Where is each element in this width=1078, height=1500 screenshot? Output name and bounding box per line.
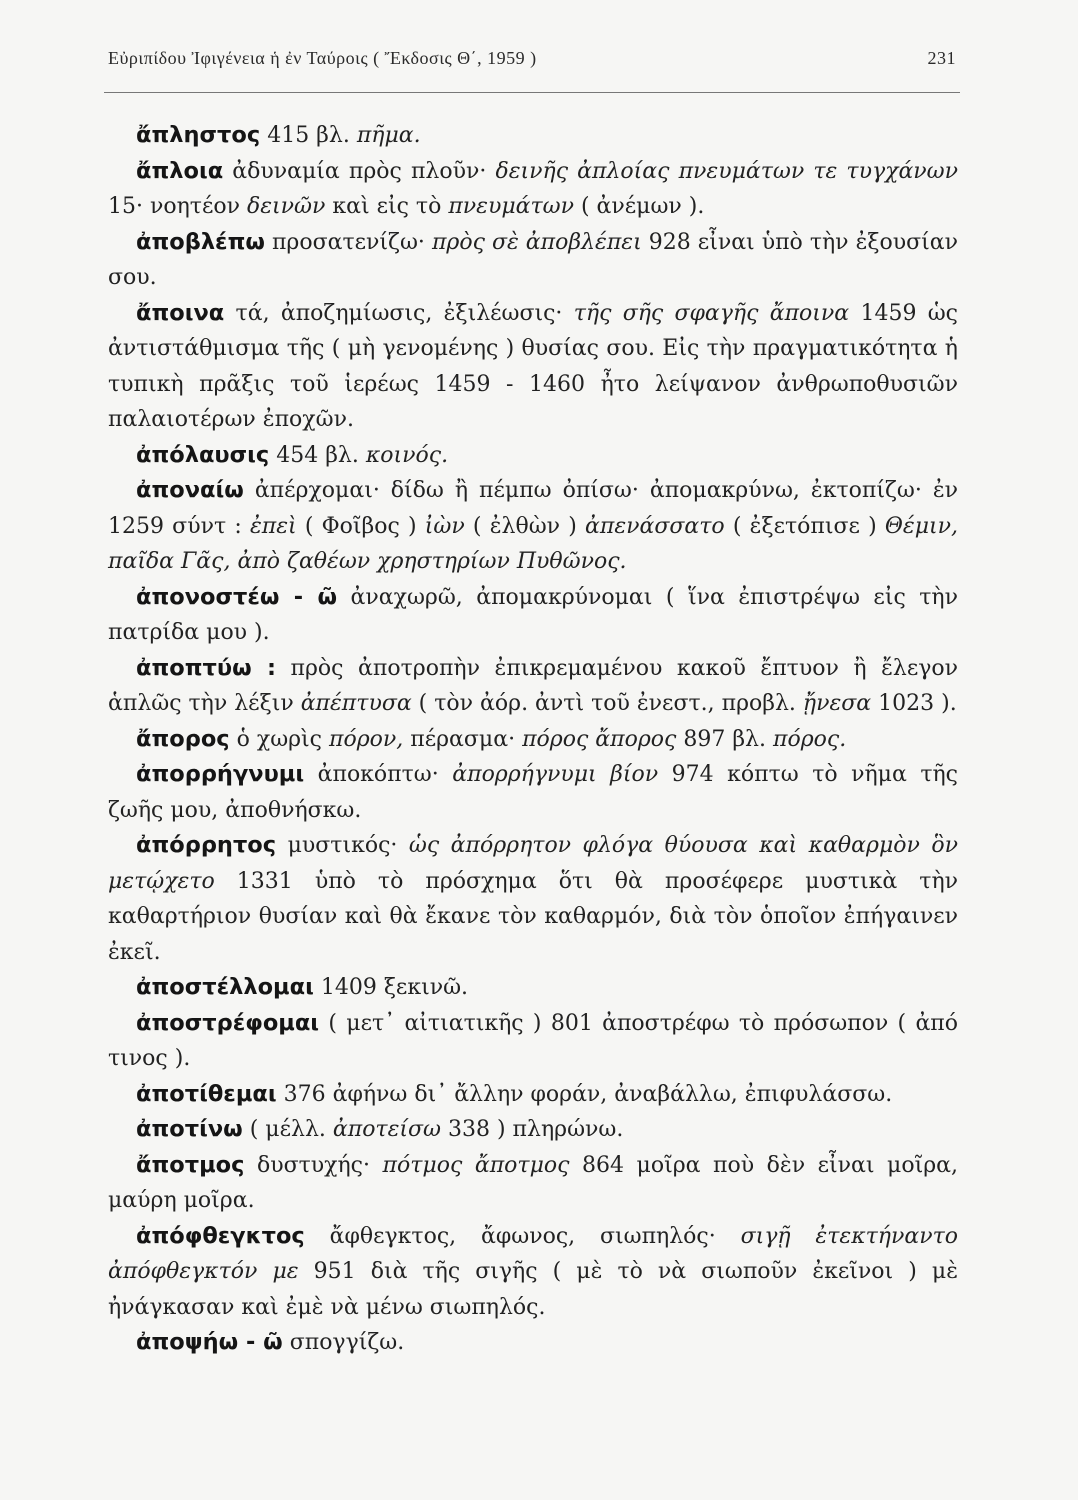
glossary-entry bbox=[108, 1325, 958, 1361]
entry-definition: 15· νοητέον bbox=[108, 194, 247, 219]
glossary-entry bbox=[108, 1112, 958, 1148]
entry-quote: πνευμάτων bbox=[448, 194, 574, 219]
entry-headword: ἀποτίνω bbox=[136, 1116, 243, 1142]
entry-definition: ἄφθεγκτος, ἄφωνος, σιωπηλός· bbox=[304, 1223, 741, 1249]
entry-headword: ἀποστρέφομαι bbox=[136, 1009, 320, 1036]
entry-quote: σιγῇ ἐτεκτήναντο ἀπόφθεγκτόν με bbox=[108, 1223, 959, 1284]
header-title: Εὐριπίδου Ἰφιγένεια ἡ ἐν Ταύροις ( Ἔκδοσις Θ΄, 1959 ) bbox=[108, 48, 537, 68]
entry-quote: τῆς σῆς σφαγῆς ἄποινα bbox=[573, 300, 850, 326]
entry-quote: ἀπενάσσατο bbox=[585, 513, 725, 539]
entry-definition: 338 ) πληρώνω. bbox=[441, 1117, 624, 1142]
entry-definition: ( τὸν ἀόρ. ἀντὶ τοῦ ἐνεστ., προβλ. bbox=[411, 691, 803, 716]
entry-definition: ( ἀνέμων ). bbox=[573, 194, 705, 219]
entry-definition: προσατενίζω· bbox=[264, 229, 432, 255]
entry-definition: 1409 ξεκινῶ. bbox=[313, 975, 469, 1000]
entry-definition: ( ἐξετόπισε ) bbox=[724, 513, 885, 539]
entry-quote: ᾔνεσα bbox=[802, 691, 872, 716]
entry-definition: ἀναχωρῶ, ἀπομακρύνομαι ( ἵνα ἐπιστρέψω εἰς τὴν πατρίδα μου ). bbox=[108, 584, 958, 645]
entry-definition: 1023 ). bbox=[871, 691, 957, 716]
entry-definition: ἀπέρχομαι· δίδω ἢ πέμπω ὀπίσω· ἀπομακρύνω, ἐκτοπίζω· ἐν 1259 σύντ : bbox=[108, 478, 958, 539]
entry-quote: πόρος. bbox=[772, 726, 847, 752]
entry-definition: ( Φοῖβος ) bbox=[296, 513, 425, 539]
glossary-entry bbox=[108, 473, 958, 580]
header-rule bbox=[104, 92, 960, 93]
entry-definition: ἀδυναμία πρὸς πλοῦν· bbox=[223, 158, 496, 184]
entry-quote: δεινῶν bbox=[246, 194, 326, 219]
entry-headword: ἀπόρρητος bbox=[136, 832, 277, 858]
glossary-entry bbox=[108, 1148, 958, 1219]
glossary-entry bbox=[108, 828, 958, 970]
entry-headword: ἄποινα bbox=[136, 299, 225, 326]
entry-headword: ἄπλοια bbox=[136, 157, 224, 184]
entry-definition: 951 διὰ τῆς σιγῆς ( μὲ τὸ νὰ σιωποῦν ἐκεῖνοι ) μὲ ἠνάγκασαν καὶ ἐμὲ νὰ μένω σιωπηλός. bbox=[108, 1259, 958, 1320]
entry-quote: ἀπέπτυσα bbox=[300, 691, 412, 716]
entry-definition: δυστυχής· bbox=[244, 1152, 383, 1178]
entry-headword: ἄποτμος bbox=[136, 1151, 245, 1178]
entry-definition: σπογγίζω. bbox=[282, 1330, 405, 1355]
entry-headword: ἀπορρήγνυμι bbox=[136, 761, 305, 787]
entry-headword: ἀπόφθεγκτος bbox=[136, 1222, 305, 1249]
glossary-entry bbox=[108, 225, 958, 296]
entry-quote: ἰὼν bbox=[424, 513, 465, 539]
entry-headword: ἀπονοστέω - ῶ bbox=[136, 583, 338, 610]
entry-quote: Θέμιν, παῖδα Γᾶς, ἀπὸ ζαθέων χρηστηρίων Πυθῶνος. bbox=[108, 513, 958, 574]
entry-definition: μυστικός· bbox=[276, 833, 409, 858]
entry-definition: 864 μοῖρα ποὺ δὲν εἶναι μοῖρα, μαύρη μοῖρα. bbox=[108, 1152, 959, 1213]
glossary-entry bbox=[108, 1219, 958, 1326]
entry-quote: πόρον, bbox=[329, 726, 404, 752]
entry-quote: ὡς ἀπόρρητον φλόγα θύουσα καὶ καθαρμὸν ὃν μετῴχετο bbox=[108, 833, 958, 894]
entry-definition: ὁ χωρὶς bbox=[229, 726, 330, 752]
glossary-body bbox=[108, 118, 958, 1361]
entry-definition: πέρασμα· bbox=[403, 726, 523, 752]
entry-quote: πότμος ἄποτμος bbox=[382, 1152, 570, 1178]
glossary-entry bbox=[108, 970, 958, 1006]
entry-headword: ἀποναίω bbox=[136, 477, 244, 503]
glossary-entry bbox=[108, 722, 958, 758]
entry-definition: τά, ἀποζημίωσις, ἐξιλέωσις· bbox=[224, 300, 574, 326]
entry-definition: ἀποκόπτω· bbox=[304, 762, 453, 787]
entry-definition: 454 βλ. bbox=[269, 442, 366, 468]
entry-quote: ἀπορρήγνυμι βίον bbox=[452, 762, 659, 787]
entry-definition: 897 βλ. bbox=[676, 726, 773, 752]
entry-quote: ἐπεὶ bbox=[249, 513, 297, 539]
entry-definition: 376 ἀφήνω δι᾽ ἄλλην φοράν, ἀναβάλλω, ἐπιφυλάσσω. bbox=[276, 1081, 893, 1107]
glossary-entry bbox=[108, 651, 958, 722]
entry-quote: πῆμα. bbox=[356, 123, 421, 148]
entry-definition: 974 κόπτω τὸ νῆμα τῆς ζωῆς μου, ἀποθνήσκω. bbox=[108, 762, 959, 823]
entry-headword: ἄπορος bbox=[136, 725, 230, 752]
entry-definition: 415 βλ. bbox=[260, 123, 357, 148]
entry-headword: ἀποστέλλομαι bbox=[136, 974, 314, 1000]
glossary-entry bbox=[108, 757, 958, 828]
entry-definition: 1331 ὑπὸ τὸ πρόσχημα ὅτι θὰ προσέφερε μυστικὰ τὴν καθαρτήριον θυσίαν καὶ θὰ ἔκανε τὸν καθαρμόν, διὰ τὸν ὁποῖον ἐπήγαινεν ἐκεῖ. bbox=[108, 868, 958, 965]
glossary-entry bbox=[108, 580, 958, 651]
entry-quote: ἀποτείσω bbox=[332, 1117, 441, 1142]
glossary-entry bbox=[108, 296, 958, 438]
entry-headword: ἀποψήω - ῶ bbox=[136, 1329, 283, 1355]
entry-headword: ἀποπτύω : bbox=[136, 654, 276, 681]
entry-definition: 928 εἶναι ὑπὸ τὴν ἐξουσίαν σου. bbox=[108, 229, 958, 290]
entry-headword: ἀποτίθεμαι bbox=[136, 1080, 277, 1107]
entry-definition: πρὸς ἀποτροπὴν ἐπικρεμαμένου κακοῦ ἔπτυον ἢ ἔλεγον ἁπλῶς τὴν λέξιν bbox=[108, 655, 958, 716]
entry-headword: ἀπόλαυσις bbox=[136, 441, 270, 468]
glossary-entry bbox=[108, 438, 958, 474]
entry-quote: δεινῆς ἀπλοίας πνευμάτων τε τυγχάνων bbox=[495, 158, 958, 184]
entry-definition: 1459 ὡς ἀντιστάθμισμα τῆς ( μὴ γενομένης ) θυσίας σου. Εἰς τὴν πραγματικότητα ἡ τυπικὴ πρᾶξις τοῦ ἱερέως 1459 - 1460 ἦτο λείψανον ἀνθρωποθυσιῶν παλαιοτέρων ἐποχῶν. bbox=[108, 300, 958, 432]
entry-definition: ( ἐλθὼν ) bbox=[464, 513, 585, 539]
entry-definition: ( μετ᾽ αἰτιατικῆς ) 801 ἀποστρέφω τὸ πρόσωπον ( ἀπό τινος ). bbox=[108, 1010, 958, 1071]
page-number: 231 bbox=[927, 48, 956, 68]
glossary-entry bbox=[108, 154, 958, 225]
entry-headword: ἄπληστος bbox=[136, 122, 261, 148]
entry-definition: ( μέλλ. bbox=[242, 1117, 333, 1142]
entry-quote: πόρος ἄπορος bbox=[522, 726, 677, 752]
entry-headword: ἀποβλέπω bbox=[136, 228, 265, 255]
glossary-entry bbox=[108, 1006, 958, 1077]
entry-definition: καὶ εἰς τὸ bbox=[325, 194, 449, 219]
glossary-entry bbox=[108, 1077, 958, 1113]
glossary-entry bbox=[108, 118, 958, 154]
entry-quote: πρὸς σὲ ἀποβλέπει bbox=[431, 229, 642, 255]
entry-quote: κοινός. bbox=[365, 442, 449, 468]
